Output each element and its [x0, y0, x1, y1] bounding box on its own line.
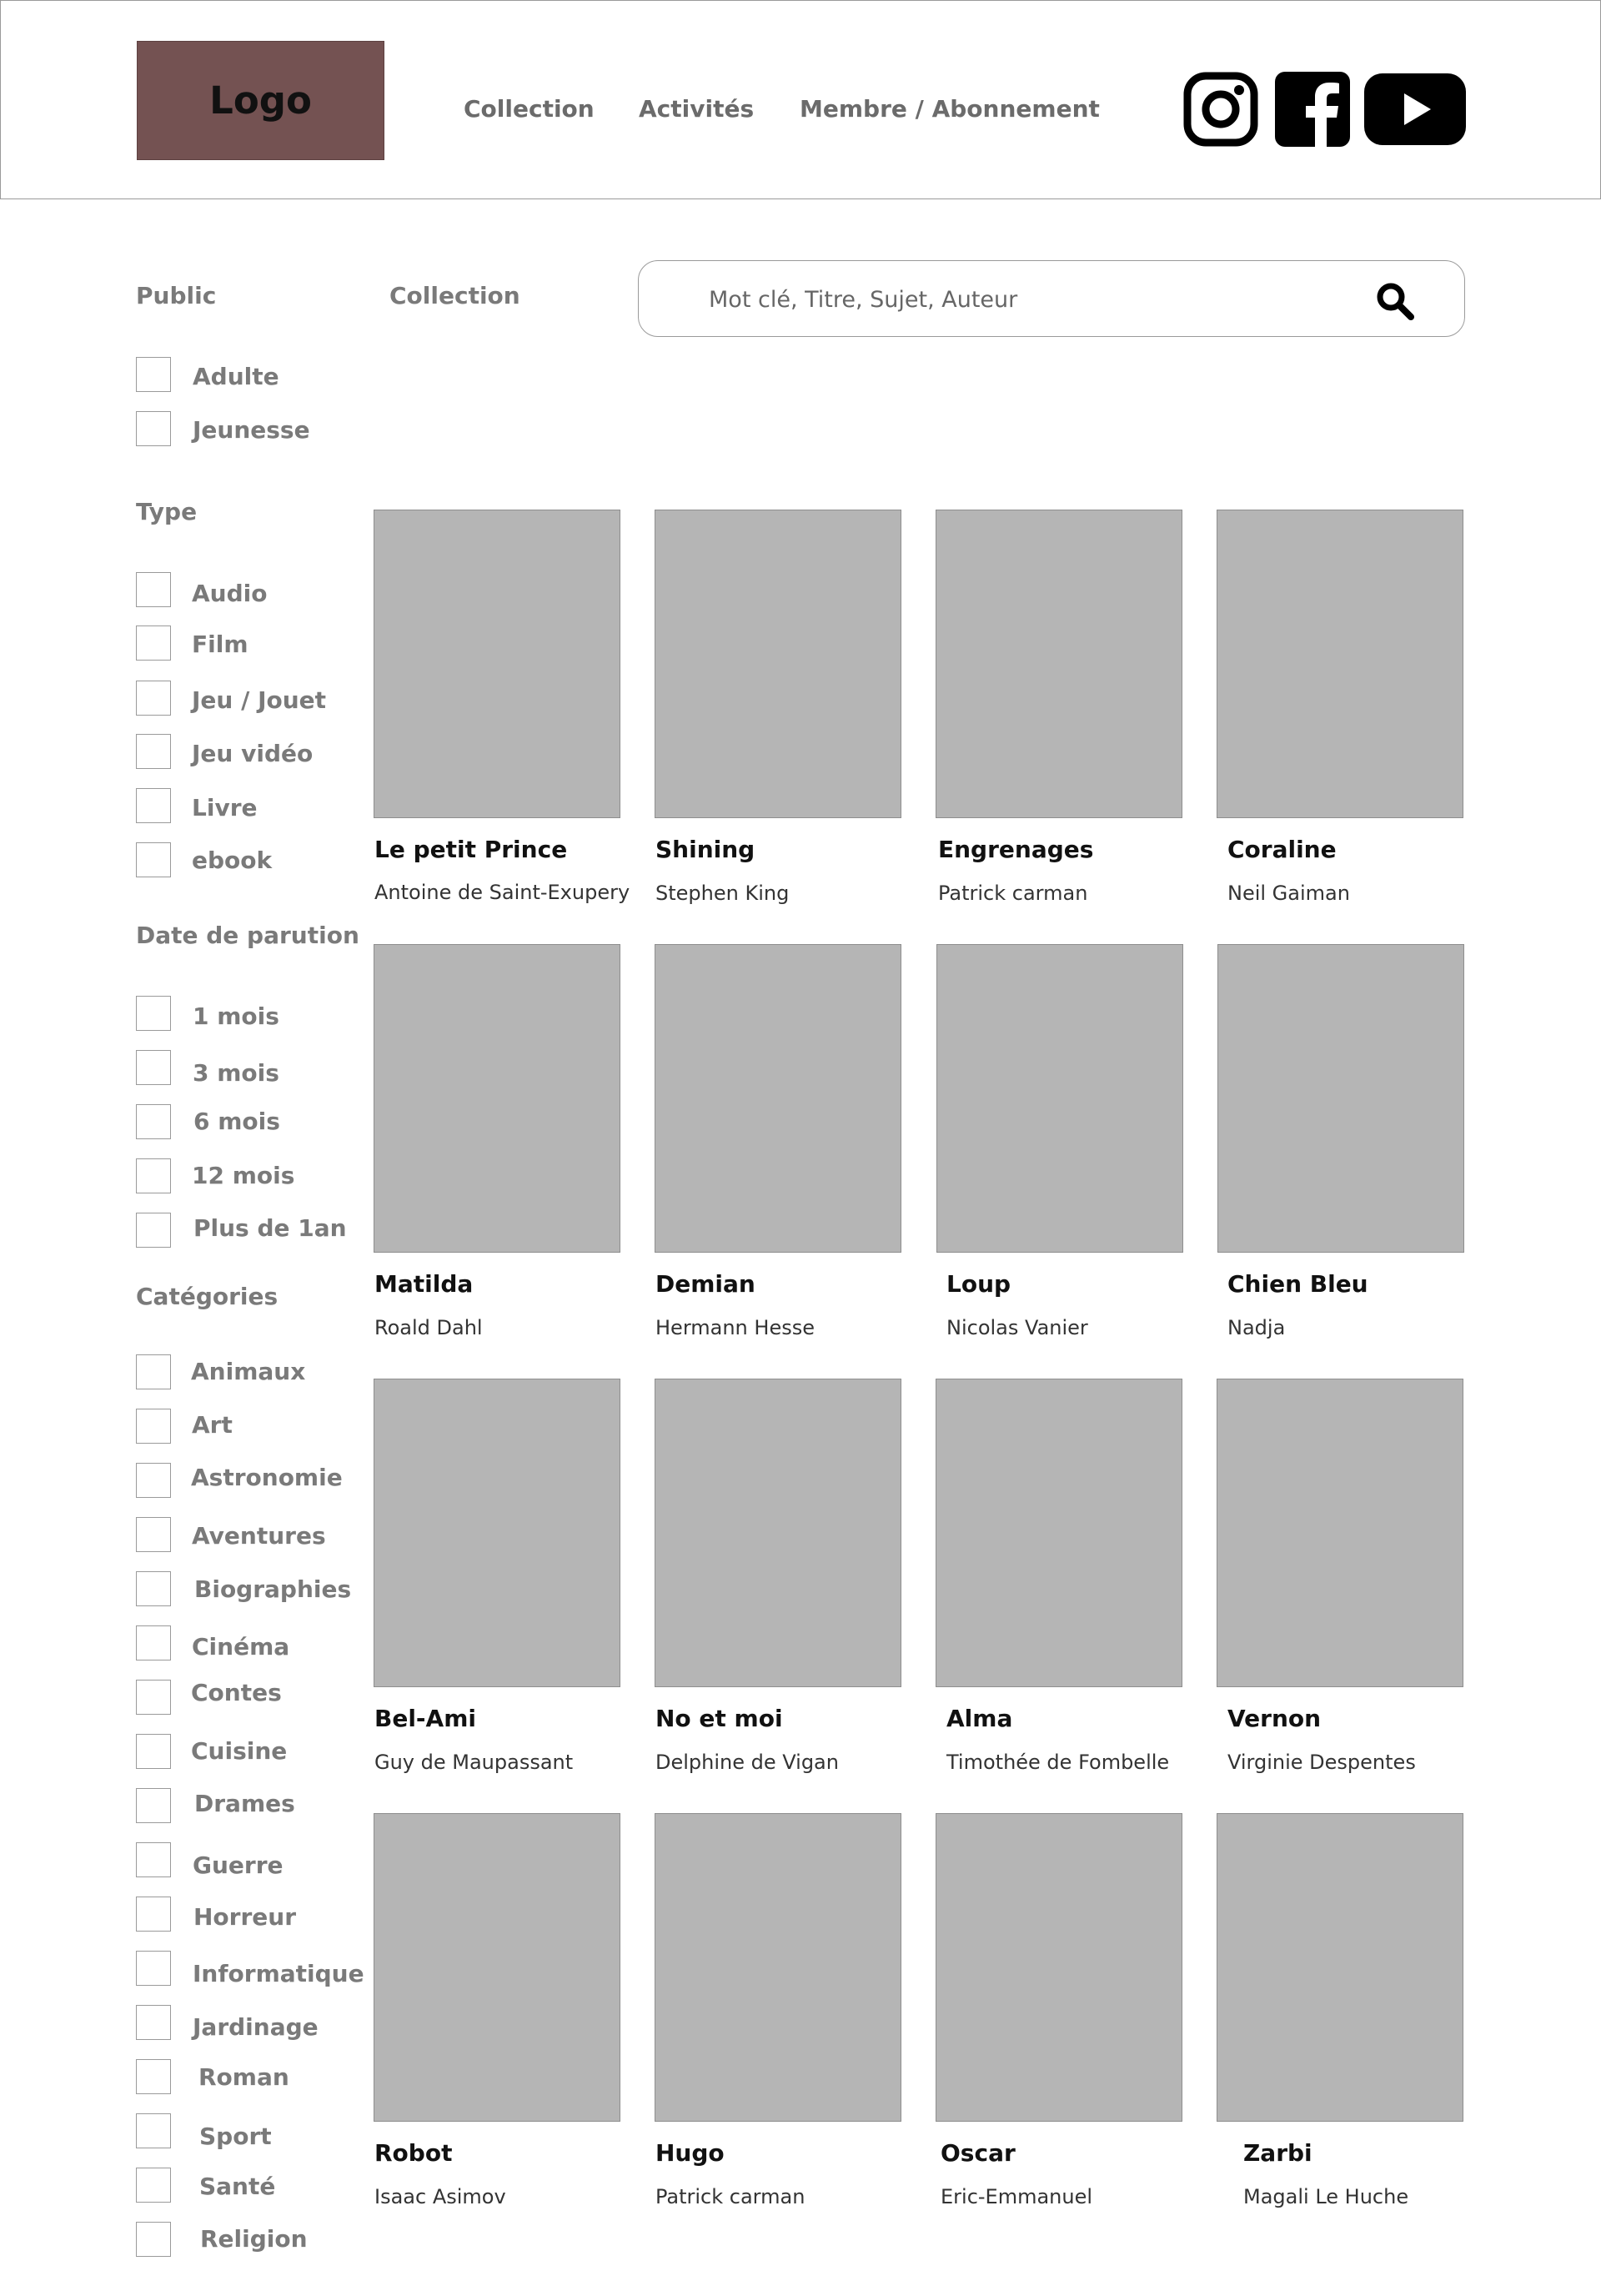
book-cover[interactable] [655, 1813, 901, 2122]
checkbox-label-drames: Drames [194, 1790, 295, 1817]
checkbox-label-ebook: ebook [192, 847, 273, 874]
checkbox-guerre[interactable] [136, 1842, 171, 1877]
book-title[interactable]: Hugo [655, 2139, 725, 2167]
checkbox-label-contes: Contes [191, 1679, 282, 1706]
checkbox-religion[interactable] [136, 2222, 171, 2257]
book-cover[interactable] [374, 944, 620, 1253]
checkbox-label-6-mois: 6 mois [193, 1108, 280, 1135]
site-header [0, 0, 1601, 199]
book-cover[interactable] [655, 510, 901, 818]
nav-activites[interactable]: Activités [639, 95, 755, 123]
book-title[interactable]: Shining [655, 836, 755, 863]
book-cover[interactable] [374, 1379, 620, 1687]
checkbox-label-aventures: Aventures [192, 1522, 326, 1550]
checkbox-label-film: Film [192, 631, 248, 658]
book-cover[interactable] [655, 1379, 901, 1687]
checkbox-label-guerre: Guerre [193, 1851, 284, 1879]
checkbox-label-biographies: Biographies [194, 1575, 352, 1603]
book-author: Nadja [1227, 1316, 1286, 1339]
book-cover[interactable] [374, 1813, 620, 2122]
book-cover[interactable] [936, 1813, 1182, 2122]
checkbox-1-mois[interactable] [136, 996, 171, 1031]
book-title[interactable]: Oscar [941, 2139, 1016, 2167]
instagram-icon[interactable] [1183, 72, 1258, 147]
checkbox-contes[interactable] [136, 1680, 171, 1715]
nav-membre-abonnement[interactable]: Membre / Abonnement [800, 95, 1100, 123]
book-cover[interactable] [1217, 510, 1463, 818]
book-title[interactable]: Loup [946, 1270, 1011, 1298]
checkbox-label-1-mois: 1 mois [193, 1002, 279, 1030]
book-author: Patrick carman [938, 882, 1088, 905]
checkbox-label-religion: Religion [200, 2225, 308, 2253]
checkbox-label-animaux: Animaux [191, 1358, 306, 1385]
book-title[interactable]: Vernon [1227, 1705, 1322, 1732]
checkbox-12-mois[interactable] [136, 1158, 171, 1193]
checkbox-cuisine[interactable] [136, 1734, 171, 1769]
search-bar [638, 260, 1465, 337]
checkbox-label-adulte: Adulte [193, 363, 279, 390]
book-author: Nicolas Vanier [946, 1316, 1088, 1339]
book-author: Guy de Maupassant [374, 1751, 574, 1774]
checkbox-jeunesse[interactable] [136, 411, 171, 446]
checkbox-plus-de-1an[interactable] [136, 1213, 171, 1248]
checkbox-label-sport: Sport [199, 2123, 272, 2150]
book-cover[interactable] [936, 944, 1183, 1253]
checkbox-drames[interactable] [136, 1788, 171, 1823]
book-author: Roald Dahl [374, 1316, 483, 1339]
book-author: Neil Gaiman [1227, 882, 1350, 905]
checkbox-label-jardinage: Jardinage [193, 2013, 319, 2041]
checkbox-6-mois[interactable] [136, 1104, 171, 1139]
checkbox-label-informatique: Informatique [193, 1960, 364, 1987]
book-author: Magali Le Huche [1243, 2185, 1409, 2208]
book-author: Eric-Emmanuel [941, 2185, 1093, 2208]
book-author: Delphine de Vigan [655, 1751, 839, 1774]
filter-type-title: Type [136, 498, 198, 525]
checkbox-jeu-video[interactable] [136, 734, 171, 769]
book-title[interactable]: Matilda [374, 1270, 474, 1298]
book-author: Virginie Despentes [1227, 1751, 1416, 1774]
checkbox-cinema[interactable] [136, 1625, 171, 1660]
checkbox-label-livre: Livre [192, 794, 258, 821]
facebook-icon[interactable] [1275, 72, 1350, 147]
book-title[interactable]: Le petit Prince [374, 836, 568, 863]
youtube-icon[interactable] [1364, 72, 1466, 147]
book-cover[interactable] [936, 510, 1182, 818]
checkbox-label-astronomie: Astronomie [191, 1464, 343, 1491]
checkbox-art[interactable] [136, 1409, 171, 1444]
book-cover[interactable] [936, 1379, 1182, 1687]
checkbox-biographies[interactable] [136, 1571, 171, 1606]
book-title[interactable]: Chien Bleu [1227, 1270, 1368, 1298]
book-cover[interactable] [374, 510, 620, 818]
book-title[interactable]: Bel-Ami [374, 1705, 476, 1732]
book-cover[interactable] [1217, 1379, 1463, 1687]
book-author: Isaac Asimov [374, 2185, 506, 2208]
book-title[interactable]: Engrenages [938, 836, 1094, 863]
checkbox-label-audio: Audio [192, 580, 268, 607]
book-title[interactable]: Demian [655, 1270, 755, 1298]
checkbox-label-plus-de-1an: Plus de 1an [193, 1214, 347, 1242]
checkbox-jardinage[interactable] [136, 2005, 171, 2040]
filter-public-title: Public [136, 282, 217, 309]
book-cover[interactable] [1217, 1813, 1463, 2122]
book-author: Antoine de Saint-Exupery [374, 881, 630, 904]
checkbox-astronomie[interactable] [136, 1463, 171, 1498]
checkbox-label-12-mois: 12 mois [192, 1162, 295, 1189]
checkbox-sport[interactable] [136, 2113, 171, 2148]
checkbox-label-jeu-jouet: Jeu / Jouet [192, 686, 327, 714]
checkbox-animaux[interactable] [136, 1354, 171, 1389]
book-author: Stephen King [655, 882, 790, 905]
checkbox-roman[interactable] [136, 2059, 171, 2094]
filter-categories-title: Catégories [136, 1283, 279, 1310]
checkbox-jeu-jouet[interactable] [136, 681, 171, 716]
checkbox-label-art: Art [192, 1411, 233, 1439]
checkbox-label-roman: Roman [198, 2063, 289, 2091]
checkbox-label-jeu-video: Jeu vidéo [192, 740, 314, 767]
book-title[interactable]: Robot [374, 2139, 453, 2167]
book-author: Hermann Hesse [655, 1316, 815, 1339]
collection-heading: Collection [389, 282, 520, 309]
checkbox-label-jeunesse: Jeunesse [193, 416, 310, 444]
filter-date-title: Date de parution [136, 922, 359, 949]
checkbox-informatique[interactable] [136, 1951, 171, 1986]
checkbox-aventures[interactable] [136, 1517, 171, 1552]
book-title[interactable]: Zarbi [1243, 2139, 1312, 2167]
checkbox-label-3-mois: 3 mois [193, 1059, 279, 1087]
book-title[interactable]: Coraline [1227, 836, 1337, 863]
checkbox-3-mois[interactable] [136, 1050, 171, 1085]
book-title[interactable]: No et moi [655, 1705, 783, 1732]
checkbox-label-sante: Santé [199, 2173, 276, 2200]
book-author: Timothée de Fombelle [946, 1751, 1170, 1774]
nav-collection[interactable]: Collection [464, 95, 595, 123]
book-cover[interactable] [655, 944, 901, 1253]
search-input[interactable] [707, 276, 1344, 323]
checkbox-adulte[interactable] [136, 357, 171, 392]
checkbox-horreur[interactable] [136, 1897, 171, 1932]
checkbox-label-cinema: Cinéma [192, 1633, 290, 1660]
book-cover[interactable] [1217, 944, 1464, 1253]
book-author: Patrick carman [655, 2185, 806, 2208]
checkbox-audio[interactable] [136, 572, 171, 607]
book-title[interactable]: Alma [946, 1705, 1013, 1732]
search-icon[interactable] [1375, 281, 1415, 321]
checkbox-film[interactable] [136, 625, 171, 661]
checkbox-label-horreur: Horreur [193, 1903, 297, 1931]
checkbox-label-cuisine: Cuisine [191, 1737, 288, 1765]
checkbox-livre[interactable] [136, 788, 171, 823]
checkbox-ebook[interactable] [136, 842, 171, 877]
logo[interactable]: Logo [137, 41, 384, 160]
checkbox-sante[interactable] [136, 2168, 171, 2203]
